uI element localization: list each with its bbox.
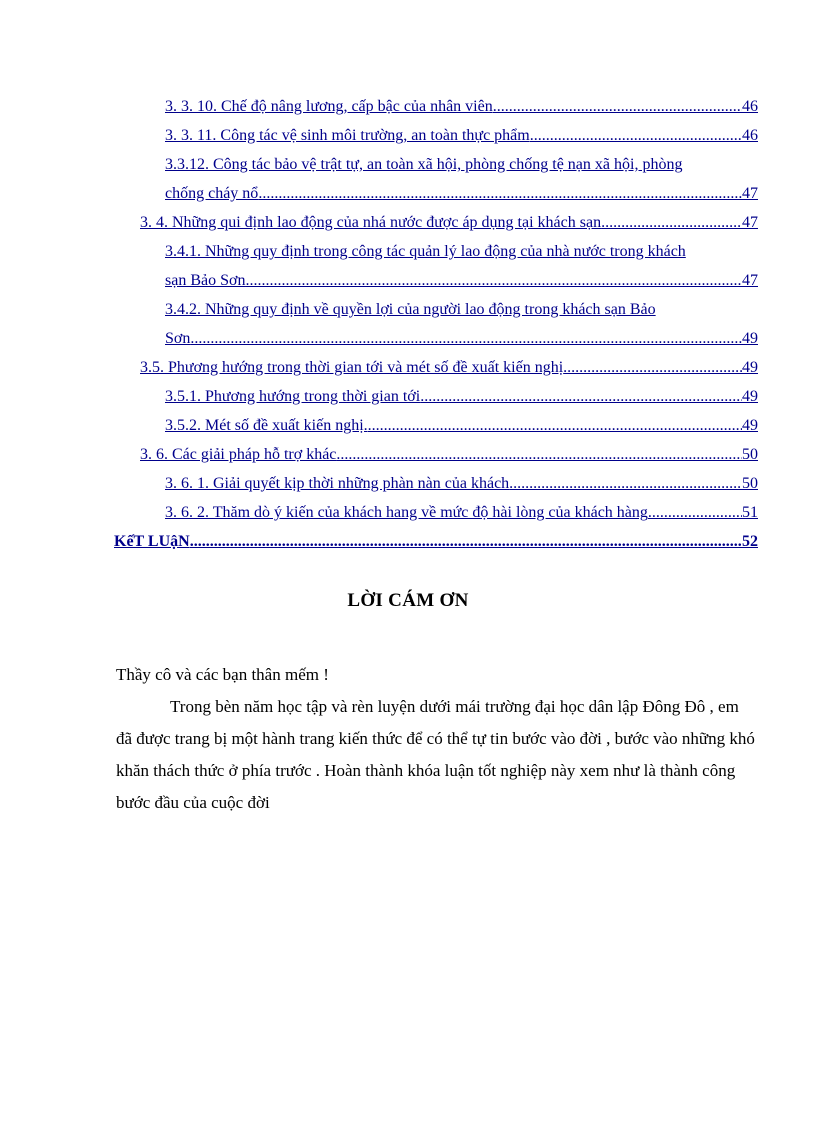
toc-entry-3-5-1[interactable]: 3.5.1. Phương hướng trong thời gian tới ..... 49 <box>165 382 758 411</box>
toc-page-number: 47 <box>742 214 758 231</box>
body-paragraph: Trong bèn năm học tập và rèn luyện dưới mái trường đại học dân lập Đông Đô , em đã được trang bị một hành trang kiến thức để có thể tự tin bước vào đời , bước vào những khó khăn thách thức ở phía trước . Hoàn thành khóa luận tốt nghiệp này xem như là thành công bước đầu của cuộc đời <box>116 697 755 812</box>
toc-entry-conclusion[interactable]: KếT LUậN ..... 52 <box>114 527 758 556</box>
page-heading: LỜI CÁM ƠN <box>347 590 469 611</box>
body-text <box>116 659 756 819</box>
toc-entry-3-3-12[interactable]: 3.3.12. Công tác bảo vệ trật tự, an toàn xã hội, phòng chống tệ nạn xã hội, phòng chống cháy nổ ..... 47 <box>165 150 758 208</box>
toc-entry-3-4-1[interactable]: 3.4.1. Những quy định trong công tác quản lý lao động của nhà nước trong khách sạn Bảo Sơn ..... 47 <box>165 237 758 295</box>
toc-page-number: 47 <box>742 185 758 202</box>
toc-entry-3-6[interactable]: 3. 6. Các giải pháp hỗ trợ khác ..... 50 <box>140 440 758 469</box>
toc-entry-3-6-2[interactable]: 3. 6. 2. Thăm dò ý kiến của khách hang về mức độ hài lòng của khách hàng ..... 51 <box>165 498 758 527</box>
toc-entry-3-3-11[interactable]: 3. 3. 11. Công tác vệ sinh môi trường, an toàn thực phẩm ..... 46 <box>165 121 758 150</box>
toc-entry-3-4[interactable]: 3. 4. Những qui định lao động của nhá nước được áp dụng tại khách sạn ..... 47 <box>140 208 758 237</box>
toc-page-number: 46 <box>742 98 758 115</box>
toc-entry-3-5[interactable]: 3.5. Phương hướng trong thời gian tới và mét số đề xuất kiến nghị ..... 49 <box>140 353 758 382</box>
toc-page-number: 52 <box>742 533 758 550</box>
toc-page-number: 49 <box>742 359 758 376</box>
toc-page-number: 47 <box>742 272 758 289</box>
toc-page-number: 49 <box>742 417 758 434</box>
toc-entry-3-3-10[interactable]: 3. 3. 10. Chế độ nâng lương, cấp bậc của nhân viên ..... 46 <box>165 92 758 121</box>
toc-entry-3-4-2[interactable]: 3.4.2. Những quy định về quyền lợi của người lao động trong khách sạn Bảo Sơn ..... 49 <box>165 295 758 353</box>
toc-page-number: 49 <box>742 388 758 405</box>
toc-entry-3-5-2[interactable]: 3.5.2. Mét số đề xuất kiến nghị. ..... 49 <box>165 411 758 440</box>
toc-page-number: 51 <box>742 504 758 521</box>
toc-entry-3-6-1[interactable]: 3. 6. 1. Giải quyết kịp thời những phàn nàn của khách ..... 50 <box>165 469 758 498</box>
toc-page-number: 46 <box>742 127 758 144</box>
toc-page-number: 50 <box>742 475 758 492</box>
table-of-contents <box>114 92 758 556</box>
toc-page-number: 50 <box>742 446 758 463</box>
toc-page-number: 49 <box>742 330 758 347</box>
greeting-line: Thầy cô và các bạn thân mếm ! <box>116 665 329 684</box>
